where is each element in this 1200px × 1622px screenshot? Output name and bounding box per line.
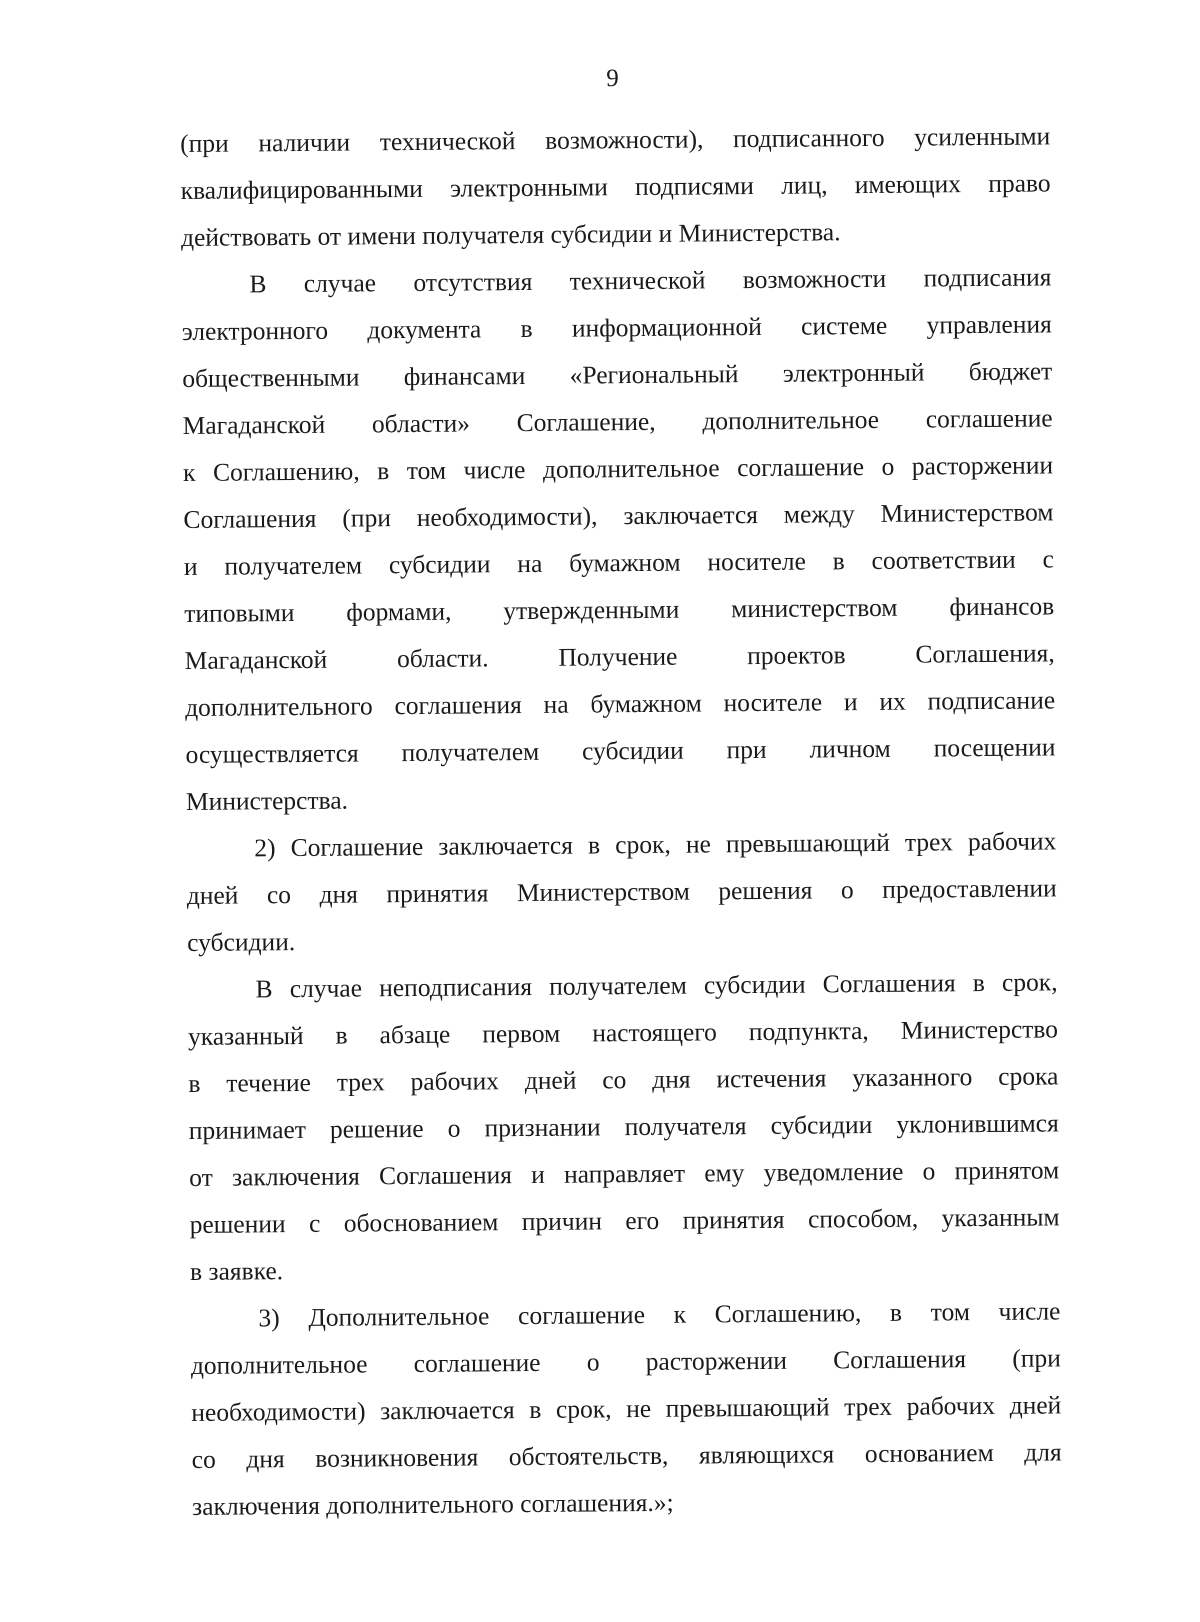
text-line: Министерства.: [185, 785, 349, 816]
text-line: со дня возникновения обстоятельств, являющихся основанием для: [191, 1437, 1062, 1474]
text-line: дней со дня принятия Министерством решения о предоставлении: [186, 873, 1057, 910]
text-line: в течение трех рабочих дней со дня истечения указанного срока: [188, 1061, 1059, 1098]
text-line: и получателем субсидии на бумажном носителе в соответствии с: [183, 544, 1054, 581]
text-line: осуществляется получателем субсидии при личном посещении: [185, 732, 1056, 769]
text-line: необходимости) заключается в срок, не превышающий трех рабочих дней: [191, 1390, 1062, 1427]
text-line: указанный в абзаце первом настоящего подпункта, Министерство: [187, 1014, 1059, 1051]
text-line: принимает решение о признании получателя субсидии уклонившимся: [188, 1108, 1059, 1145]
text-line: квалифицированными электронными подписями лиц, имеющих право: [180, 168, 1051, 205]
text-line: (при наличии технической возможности), подписанного усиленными: [180, 121, 1051, 158]
text-line: решении с обоснованием причин его принятия способом, указанным: [189, 1202, 1060, 1239]
text-line: к Соглашению, в том числе дополнительное соглашение о расторжении: [182, 450, 1054, 487]
text-line: действовать от имени получателя субсидии и Министерства.: [180, 217, 841, 252]
text-line: дополнительное соглашение о расторжении Соглашения (при: [190, 1343, 1061, 1380]
text-line: 2) Соглашение заключается в срок, не превышающий трех рабочих: [254, 826, 1057, 863]
text-line: заключения дополнительного соглашения.»;: [191, 1487, 674, 1521]
text-line: типовыми формами, утвержденными министерством финансов: [184, 591, 1055, 628]
paragraph: [186, 817, 1057, 966]
text-line: Соглашения (при необходимости), заключается между Министерством: [183, 497, 1054, 534]
paragraph: [190, 1287, 1062, 1530]
text-line: от заключения Соглашения и направляет ему уведомление о принятом: [189, 1155, 1060, 1192]
text-line: субсидии.: [187, 927, 296, 957]
document-body: [180, 112, 1062, 1530]
text-line: Магаданской области. Получение проектов Соглашения,: [184, 638, 1055, 675]
text-line: Магаданской области» Соглашение, дополнительное соглашение: [182, 403, 1053, 440]
text-line: В случае отсутствия технической возможности подписания: [249, 262, 1052, 299]
page-number: 9: [606, 65, 619, 92]
paragraph: [181, 253, 1056, 825]
text-line: электронного документа в информационной системе управления: [181, 309, 1052, 346]
paragraph: [187, 958, 1060, 1295]
paragraph: [180, 112, 1051, 261]
text-line: В случае неподписания получателем субсидии Соглашения в срок,: [255, 967, 1058, 1004]
text-line: 3) Дополнительное соглашение к Соглашению, в том числе: [258, 1296, 1061, 1333]
text-line: общественными финансами «Региональный электронный бюджет: [182, 356, 1053, 393]
text-line: дополнительного соглашения на бумажном носителе и их подписание: [185, 685, 1056, 722]
text-line: в заявке.: [189, 1256, 284, 1286]
